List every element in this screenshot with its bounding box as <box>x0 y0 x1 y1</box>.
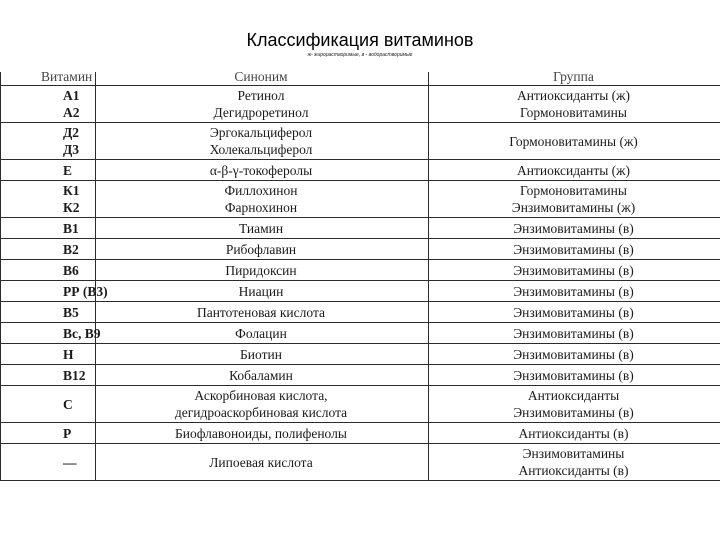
group-cell-line: Энзимовитамины (в) <box>513 346 634 362</box>
synonym-cell-line: Кобаламин <box>229 367 293 383</box>
vitamin-cell-line: — <box>63 454 77 470</box>
vitamin-cell <box>1 181 96 218</box>
synonym-cell <box>96 239 429 260</box>
group-cell <box>429 181 720 218</box>
synonym-cell-line: Ретинол <box>237 88 285 103</box>
vitamin-cell <box>1 302 96 323</box>
group-cell <box>429 160 720 181</box>
vitamin-cell <box>1 386 96 423</box>
table-row <box>1 218 720 239</box>
group-cell <box>429 323 720 344</box>
synonym-cell <box>96 444 429 481</box>
table-row <box>1 181 720 218</box>
group-cell <box>429 281 720 302</box>
synonym-cell-line: Фолацин <box>235 325 287 341</box>
vitamin-cell <box>1 218 96 239</box>
vitamin-cell-line: РР (В3) <box>63 283 108 299</box>
group-cell-line: Антиоксиданты (в) <box>518 425 629 441</box>
group-cell <box>429 260 720 281</box>
slide-title: Классификация витаминов <box>246 30 474 50</box>
vitamin-table-container <box>0 72 720 540</box>
synonym-cell-line: Холекальциферол <box>209 142 313 157</box>
synonym-cell <box>96 344 429 365</box>
synonym-cell <box>96 181 429 218</box>
synonym-cell <box>96 86 429 123</box>
synonym-cell <box>96 302 429 323</box>
group-cell-line: Гормоновитамины <box>520 105 627 120</box>
vitamin-cell-line: Р <box>63 425 72 441</box>
group-cell-line: Антиоксиданты <box>527 388 620 403</box>
group-cell-line: Энзимовитамины (ж) <box>511 200 636 215</box>
vitamin-cell <box>1 323 101 344</box>
synonym-cell-line: Тиамин <box>238 220 284 236</box>
vitamin-cell-line: С <box>63 396 73 412</box>
header-synonym: Синоним <box>96 72 429 86</box>
vitamin-cell-line: Е <box>63 162 73 178</box>
table-row <box>1 123 720 160</box>
group-cell-line: Гормоновитамины <box>520 183 627 198</box>
synonym-cell <box>96 386 429 423</box>
vitamin-cell <box>1 123 96 160</box>
synonym-cell-line: Аскорбиновая кислота, <box>194 388 328 403</box>
table-row <box>1 386 720 423</box>
synonym-cell-line: Эргокальциферол <box>209 125 313 140</box>
vitamin-classification-table <box>0 72 720 481</box>
table-row <box>1 160 720 181</box>
synonym-cell <box>96 323 429 344</box>
group-cell-line: Антиоксиданты (ж) <box>516 162 631 178</box>
synonym-cell-line: Дегидроретинол <box>213 105 309 120</box>
vitamin-cell <box>1 344 96 365</box>
synonym-cell-line: Рибофлавин <box>225 241 297 257</box>
vitamin-cell-line: Д2 <box>63 125 80 140</box>
vitamin-cell-line: В1 <box>63 220 79 236</box>
table-header-row <box>1 72 720 86</box>
group-cell-line: Энзимовитамины (в) <box>513 283 634 299</box>
table-row <box>1 323 720 344</box>
group-cell <box>429 423 720 444</box>
vitamin-cell-line: В5 <box>63 304 79 320</box>
vitamin-cell-line: В2 <box>63 241 79 257</box>
group-cell <box>429 86 720 123</box>
vitamin-cell-line: А1 <box>63 88 80 103</box>
table-body <box>1 86 720 481</box>
vitamin-cell-line: Д3 <box>63 142 80 157</box>
table-row <box>1 423 720 444</box>
synonym-cell-line: Биотин <box>240 346 282 362</box>
synonym-cell-line: Пантотеновая кислота <box>196 304 326 320</box>
table-row <box>1 260 720 281</box>
group-cell <box>429 386 720 423</box>
table-row <box>1 344 720 365</box>
vitamin-cell <box>1 365 96 386</box>
vitamin-cell-line: А2 <box>63 105 80 120</box>
group-cell-line: Энзимовитамины (в) <box>513 220 634 236</box>
synonym-cell <box>96 160 429 181</box>
synonym-cell <box>96 218 429 239</box>
synonym-cell-line: Фарнохинон <box>224 200 298 215</box>
vitamin-cell <box>1 260 96 281</box>
table-row <box>1 281 720 302</box>
synonym-cell <box>96 423 429 444</box>
vitamin-cell <box>1 86 96 123</box>
vitamin-cell <box>1 239 96 260</box>
group-cell-line: Антиоксиданты (ж) <box>516 88 631 103</box>
vitamin-cell-line: К1 <box>63 183 80 198</box>
group-cell-line: Энзимовитамины <box>522 446 625 461</box>
synonym-cell-line: Ниацин <box>238 283 284 299</box>
synonym-cell-line: Пиридоксин <box>225 262 297 278</box>
vitamin-cell-line: В12 <box>63 367 86 383</box>
synonym-cell-line: Биофлавоноиды, полифенолы <box>175 425 347 441</box>
vitamin-cell-line: В6 <box>63 262 79 278</box>
group-cell-line: Энзимовитамины (в) <box>513 241 634 257</box>
group-cell <box>429 218 720 239</box>
synonym-cell <box>96 281 429 302</box>
group-cell-line: Антиоксиданты (в) <box>518 463 629 478</box>
header-group: Группа <box>429 72 720 86</box>
synonym-cell <box>96 123 429 160</box>
vitamin-cell <box>1 444 96 481</box>
group-cell-line: Гормоновитамины (ж) <box>509 133 638 149</box>
vitamin-cell-line: К2 <box>63 200 80 215</box>
group-cell <box>429 444 720 481</box>
group-cell <box>429 239 720 260</box>
table-row <box>1 302 720 323</box>
vitamin-cell <box>1 423 96 444</box>
table-row <box>1 444 720 481</box>
synonym-cell-line: Липоевая кислота <box>209 454 313 470</box>
slide-subtitle: ж- жирорастворимые, в - водорастворимые <box>307 52 413 58</box>
group-cell-line: Энзимовитамины (в) <box>513 325 634 341</box>
vitamin-cell-line: Вс, В9 <box>63 325 101 341</box>
vitamin-cell-line: Н <box>63 346 74 362</box>
table-row <box>1 239 720 260</box>
group-cell <box>429 365 720 386</box>
table-row <box>1 365 720 386</box>
header-vitamin: Витамин <box>1 72 96 86</box>
group-cell-line: Энзимовитамины (в) <box>513 262 634 278</box>
vitamin-cell <box>1 281 108 302</box>
vitamin-cell <box>1 160 96 181</box>
synonym-cell-line: дегидроаскорбиновая кислота <box>174 405 348 420</box>
group-cell <box>429 344 720 365</box>
group-cell <box>429 302 720 323</box>
synonym-cell-line: α-β-γ-токоферолы <box>209 162 313 178</box>
group-cell <box>429 123 720 160</box>
synonym-cell <box>96 260 429 281</box>
group-cell-line: Энзимовитамины (в) <box>513 304 634 320</box>
synonym-cell <box>96 365 429 386</box>
synonym-cell-line: Филлохинон <box>224 183 298 198</box>
table-row <box>1 86 720 123</box>
group-cell-line: Энзимовитамины (в) <box>513 405 634 420</box>
group-cell-line: Энзимовитамины (в) <box>513 367 634 383</box>
